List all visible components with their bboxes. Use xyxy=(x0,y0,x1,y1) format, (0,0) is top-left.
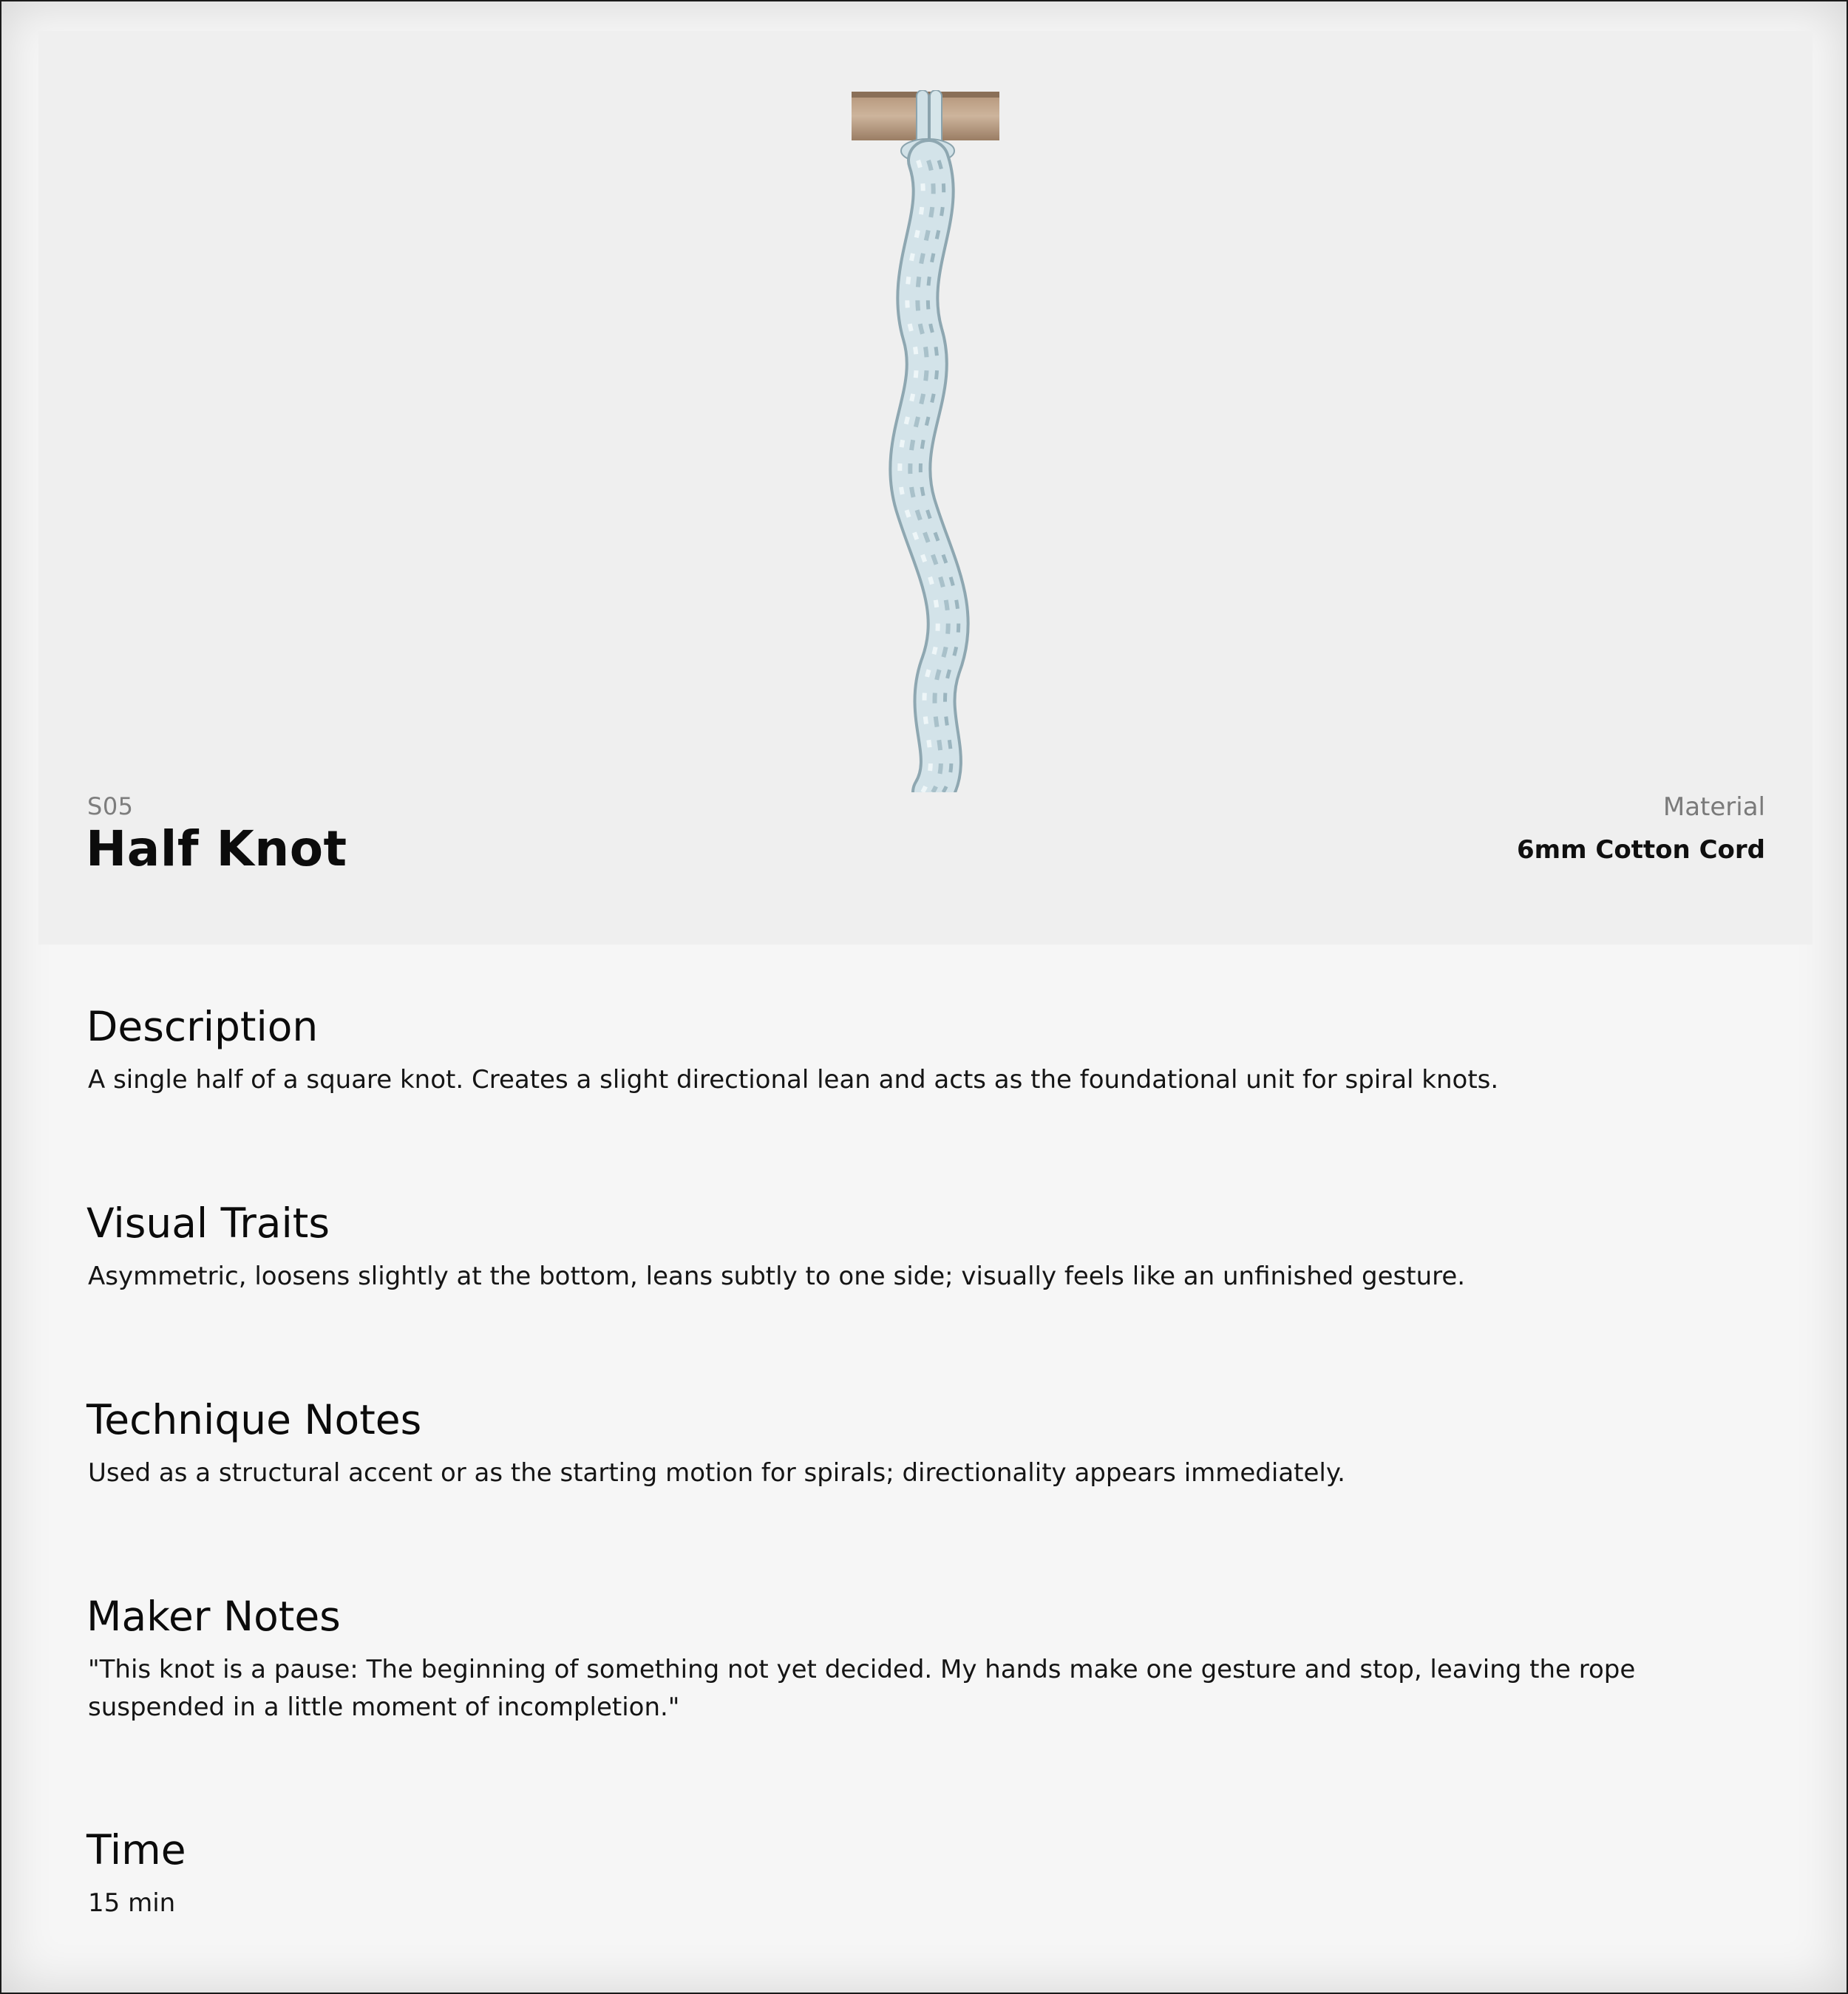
maker-notes-section xyxy=(86,1590,1728,1726)
maker-notes-text: "This knot is a pause: The beginning of something not yet decided. My hands make one gesture and stop, leaving the rope suspended in a little moment of incompletion." xyxy=(88,1655,1636,1722)
rope-knot-illustration xyxy=(852,90,1073,792)
visual-traits-section xyxy=(86,1197,1728,1296)
description-text: A single half of a square knot. Creates a slight directional lean and acts as the foundational unit for spiral knots. xyxy=(88,1065,1499,1095)
time-section xyxy=(86,1824,1728,1922)
material-label: Material xyxy=(1662,792,1765,822)
time-text: 15 min xyxy=(88,1888,176,1918)
technique-notes-text: Used as a structural accent or as the starting motion for spirals; directionality appears immediately. xyxy=(88,1458,1345,1488)
maker-notes-heading: Maker Notes xyxy=(86,1593,341,1640)
time-heading: Time xyxy=(86,1826,186,1874)
technique-notes-section xyxy=(86,1394,1728,1492)
knot-title: Half Knot xyxy=(86,820,347,877)
knot-hero xyxy=(38,31,1813,945)
description-section xyxy=(86,1001,1728,1099)
knot-code: S05 xyxy=(87,792,134,820)
visual-traits-text: Asymmetric, loosens slightly at the bottom, leans subtly to one side; visually feels like an unfinished gesture. xyxy=(88,1262,1466,1291)
description-heading: Description xyxy=(86,1003,319,1050)
technique-notes-heading: Technique Notes xyxy=(86,1396,422,1443)
visual-traits-heading: Visual Traits xyxy=(86,1200,330,1247)
material-value: 6mm Cotton Cord xyxy=(1517,835,1765,865)
